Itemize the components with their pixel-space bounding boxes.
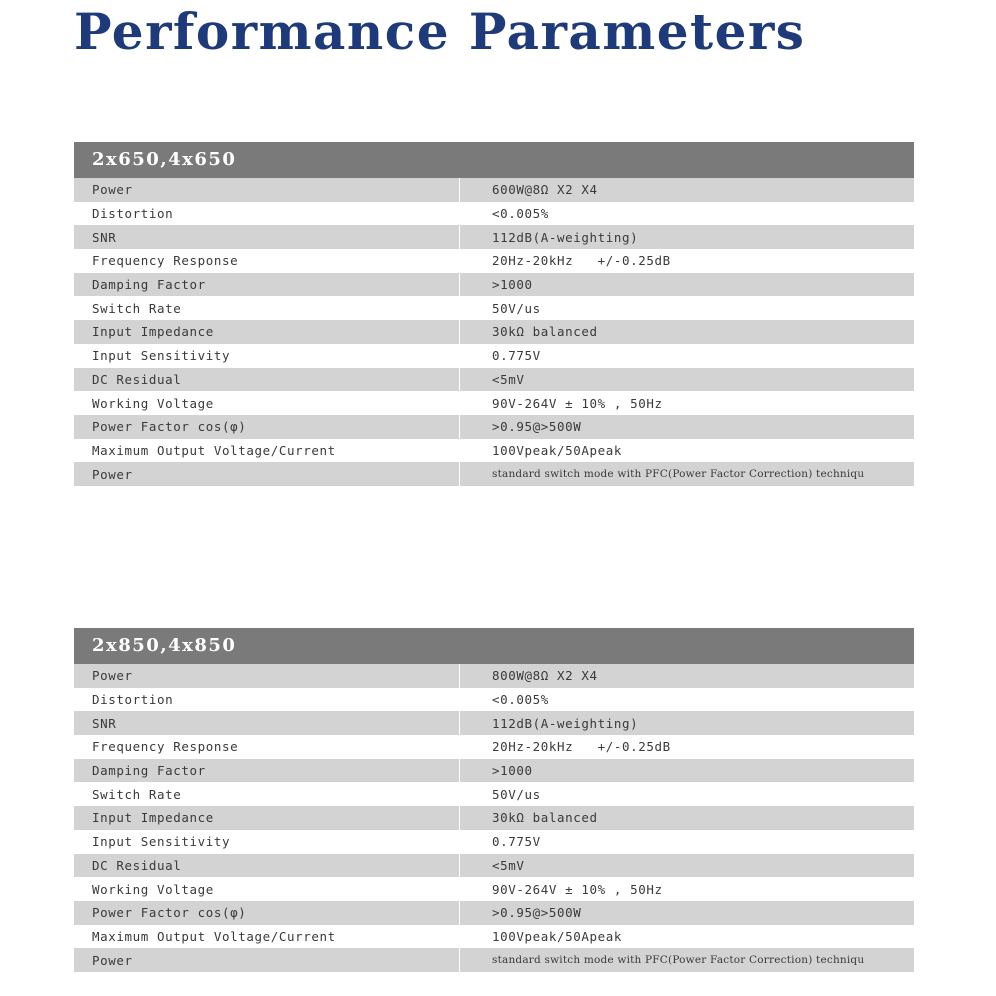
spec-value: 100Vpeak/50Apeak xyxy=(459,925,914,949)
table-row xyxy=(74,806,914,830)
spec-value: 20Hz-20kHz +/-0.25dB xyxy=(459,735,914,759)
spec-value: >0.95@>500W xyxy=(459,415,914,439)
table-row xyxy=(74,368,914,392)
spec-value: 30kΩ balanced xyxy=(459,320,914,344)
spec-label: Power xyxy=(92,466,133,482)
table-row xyxy=(74,439,914,463)
table-row xyxy=(74,225,914,249)
spec-value: 112dB(A-weighting) xyxy=(459,225,914,249)
spec-value: >1000 xyxy=(459,759,914,783)
table-row xyxy=(74,202,914,226)
spec-label: Power Factor cos(φ) xyxy=(92,905,247,921)
spec-value: >1000 xyxy=(459,273,914,297)
table-header: 2x650,4x650 xyxy=(74,142,914,178)
spec-label: DC Residual xyxy=(92,857,182,873)
spec-value: 800W@8Ω X2 X4 xyxy=(459,664,914,688)
spec-value: <0.005% xyxy=(459,688,914,712)
table-header: 2x850,4x850 xyxy=(74,628,914,664)
spec-label: SNR xyxy=(92,715,117,731)
spec-label: Input Sensitivity xyxy=(92,834,231,850)
table-row xyxy=(74,782,914,806)
spec-value: 600W@8Ω X2 X4 xyxy=(459,178,914,202)
table-row xyxy=(74,735,914,759)
table-row xyxy=(74,344,914,368)
spec-label: Frequency Response xyxy=(92,739,239,755)
spec-label: Switch Rate xyxy=(92,786,182,802)
table-row xyxy=(74,948,914,972)
spec-label: Power Factor cos(φ) xyxy=(92,419,247,435)
spec-label: Input Impedance xyxy=(92,810,214,826)
spec-value: standard switch mode with PFC(Power Factor Correction) techniqu xyxy=(459,948,914,972)
spec-value: 112dB(A-weighting) xyxy=(459,711,914,735)
table-row xyxy=(74,711,914,735)
spec-table-650 xyxy=(74,142,914,486)
spec-label: SNR xyxy=(92,229,117,245)
spec-label: Input Impedance xyxy=(92,324,214,340)
table-row xyxy=(74,759,914,783)
spec-value: 0.775V xyxy=(459,830,914,854)
table-row xyxy=(74,830,914,854)
spec-value: 50V/us xyxy=(459,782,914,806)
spec-label: Power xyxy=(92,668,133,684)
table-row xyxy=(74,877,914,901)
spec-value: 20Hz-20kHz +/-0.25dB xyxy=(459,249,914,273)
spec-value: 100Vpeak/50Apeak xyxy=(459,439,914,463)
table-row xyxy=(74,273,914,297)
spec-label: Working Voltage xyxy=(92,881,214,897)
spec-label: DC Residual xyxy=(92,371,182,387)
spec-value: <0.005% xyxy=(459,202,914,226)
spec-table-850 xyxy=(74,628,914,972)
table-row xyxy=(74,249,914,273)
table-body xyxy=(74,178,914,486)
spec-value: <5mV xyxy=(459,368,914,392)
spec-value: 0.775V xyxy=(459,344,914,368)
spec-label: Damping Factor xyxy=(92,763,206,779)
table-row xyxy=(74,462,914,486)
spec-label: Maximum Output Voltage/Current xyxy=(92,928,336,944)
spec-label: Working Voltage xyxy=(92,395,214,411)
table-row xyxy=(74,391,914,415)
spec-label: Switch Rate xyxy=(92,300,182,316)
table-row xyxy=(74,415,914,439)
table-row xyxy=(74,664,914,688)
spec-label: Power xyxy=(92,952,133,968)
spec-label: Frequency Response xyxy=(92,253,239,269)
spec-value: standard switch mode with PFC(Power Factor Correction) techniqu xyxy=(459,462,914,486)
table-row xyxy=(74,320,914,344)
spec-value: >0.95@>500W xyxy=(459,901,914,925)
spec-value: 90V-264V ± 10% , 50Hz xyxy=(459,391,914,415)
spec-value: 90V-264V ± 10% , 50Hz xyxy=(459,877,914,901)
spec-value: 50V/us xyxy=(459,296,914,320)
table-row xyxy=(74,854,914,878)
spec-value: <5mV xyxy=(459,854,914,878)
spec-label: Power xyxy=(92,182,133,198)
spec-label: Input Sensitivity xyxy=(92,348,231,364)
table-row xyxy=(74,901,914,925)
table-row xyxy=(74,296,914,320)
table-row xyxy=(74,688,914,712)
table-body xyxy=(74,664,914,972)
spec-value: 30kΩ balanced xyxy=(459,806,914,830)
page-title: Performance Parameters xyxy=(74,2,806,61)
spec-label: Damping Factor xyxy=(92,277,206,293)
table-row xyxy=(74,925,914,949)
spec-label: Distortion xyxy=(92,692,174,708)
table-row xyxy=(74,178,914,202)
spec-label: Maximum Output Voltage/Current xyxy=(92,442,336,458)
spec-label: Distortion xyxy=(92,206,174,222)
